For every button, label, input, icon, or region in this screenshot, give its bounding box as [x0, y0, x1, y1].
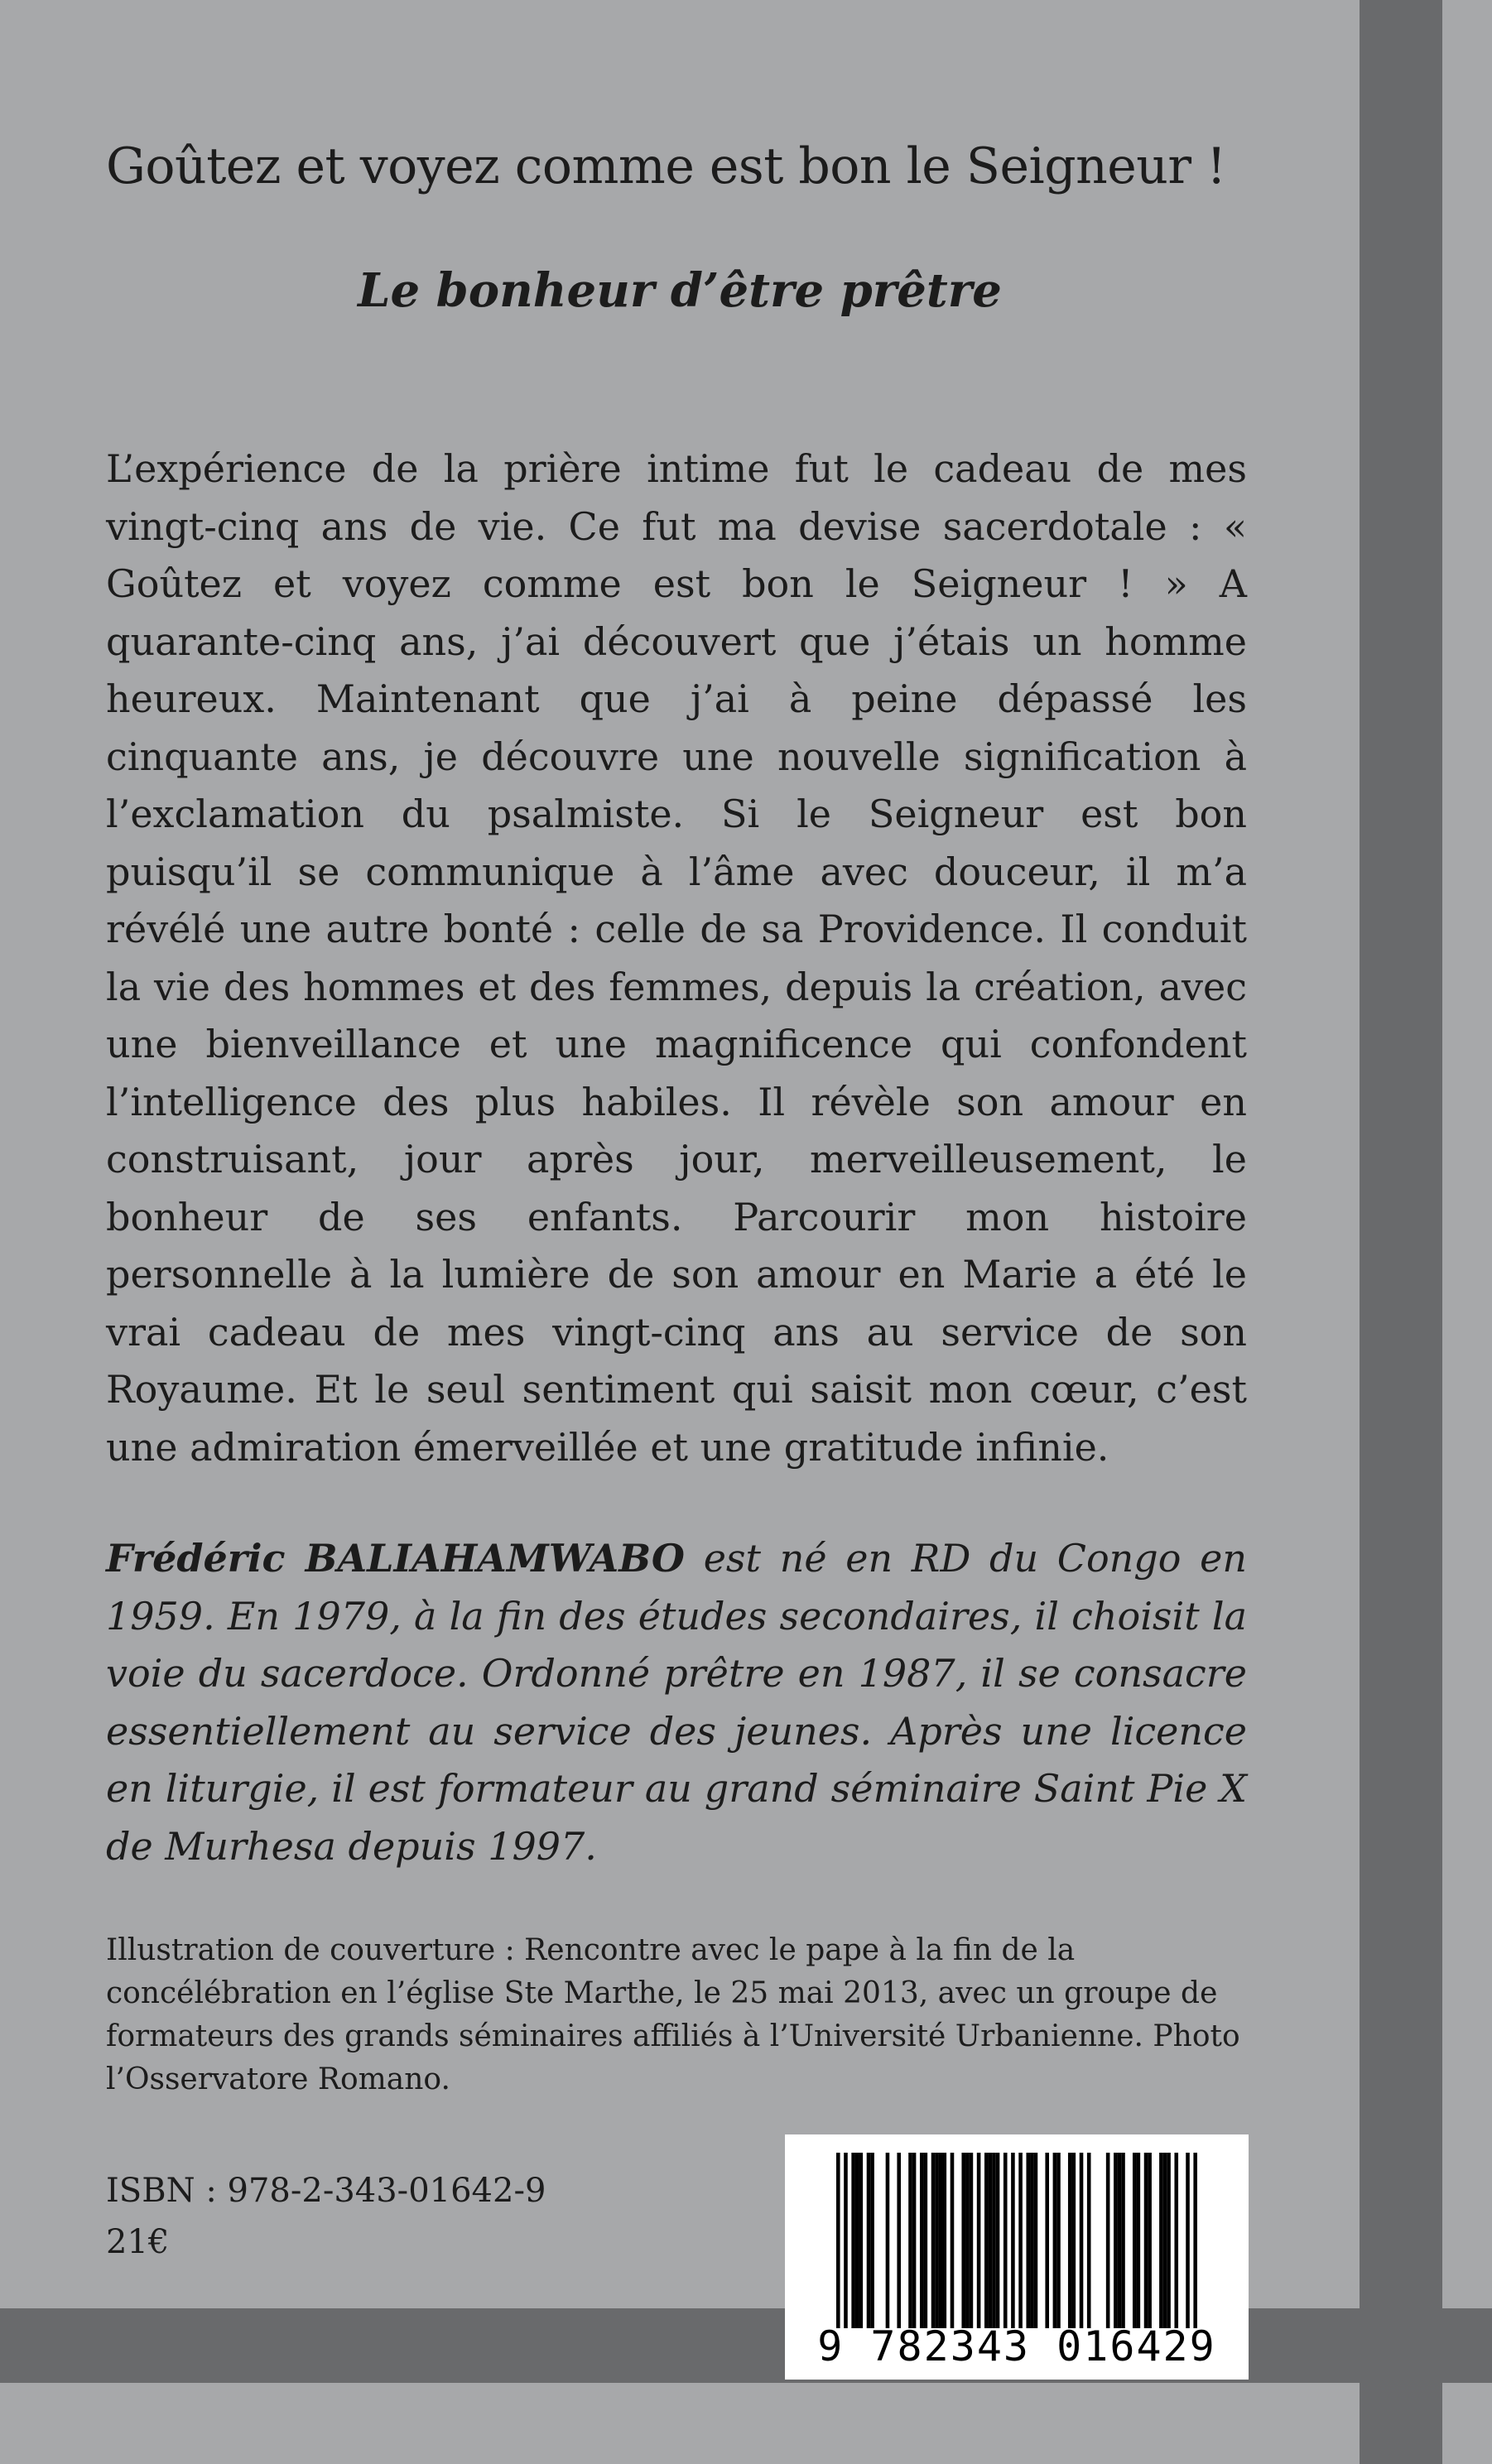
- illustration-credit: Illustration de couverture : Rencontre avec le pape à la fin de la concélébration en l’église Ste Marthe, le 25 mai 2013, avec un groupe de formateurs des grands séminaires affiliés à l’Université Urbanienne. Photo l’Osservatore Romano.: [106, 1933, 1240, 2096]
- barcode-bar: [1034, 2153, 1038, 2328]
- barcode-bar: [1106, 2153, 1110, 2328]
- barcode-bar: [951, 2153, 955, 2328]
- barcode-bar: [844, 2153, 848, 2328]
- barcode-digits: 9 782343 016429: [817, 2322, 1216, 2370]
- barcode-bar: [1030, 2153, 1034, 2328]
- author-biography: [106, 1530, 1247, 1875]
- barcode-bar: [1186, 2153, 1190, 2328]
- barcode-bars-icon: [836, 2153, 1197, 2328]
- vertical-spine-band: [1360, 0, 1442, 2464]
- barcode-bar: [1045, 2153, 1049, 2328]
- horizontal-bottom-band: [0, 2308, 1492, 2383]
- barcode-bar: [912, 2153, 917, 2328]
- barcode-bar: [1118, 2153, 1122, 2328]
- barcode-bar: [943, 2153, 947, 2328]
- barcode-bar: [855, 2153, 859, 2328]
- barcode-bar: [1072, 2153, 1076, 2328]
- barcode-bar: [984, 2153, 989, 2328]
- barcode-bar: [939, 2153, 943, 2328]
- barcode-bar: [886, 2153, 890, 2328]
- barcode-bar: [870, 2153, 874, 2328]
- barcode-bar: [1193, 2153, 1197, 2328]
- barcode-bar: [1003, 2153, 1008, 2328]
- barcode-bar: [970, 2153, 974, 2328]
- barcode-bar: [1137, 2153, 1141, 2328]
- barcode-bar: [1114, 2153, 1118, 2328]
- barcode-bar: [1148, 2153, 1152, 2328]
- barcode-bar: [1080, 2153, 1084, 2328]
- barcode-bar: [859, 2153, 864, 2328]
- barcode-bar: [1018, 2153, 1023, 2328]
- barcode-bar: [1056, 2153, 1061, 2328]
- barcode-bar: [1053, 2153, 1057, 2328]
- barcode-bar: [924, 2153, 928, 2328]
- book-subtitle: Le bonheur d’être prêtre: [358, 263, 1002, 318]
- barcode-bar: [1011, 2153, 1015, 2328]
- barcode-bar: [961, 2153, 965, 2328]
- barcode-bar: [867, 2153, 871, 2328]
- barcode-bar: [1121, 2153, 1125, 2328]
- barcode: [785, 2134, 1249, 2380]
- barcode-bar: [920, 2153, 924, 2328]
- barcode-bar: [836, 2153, 840, 2328]
- book-title: Goûtez et voyez comme est bon le Seigneur !: [106, 137, 1226, 195]
- barcode-bar: [1167, 2153, 1171, 2328]
- barcode-bar: [935, 2153, 939, 2328]
- barcode-bar: [1174, 2153, 1178, 2328]
- barcode-bar: [1159, 2153, 1163, 2328]
- barcode-bar: [1133, 2153, 1137, 2328]
- barcode-bar: [1026, 2153, 1030, 2328]
- barcode-bar: [965, 2153, 970, 2328]
- author-bio-text: est né en RD du Congo en 1959. En 1979, à la fin des études secondaires, il choisit la voie du sacerdoce. Ordonné prêtre en 1987, il se consacre essentiellement au service des jeunes. Après une licence en liturgie, il est formateur au grand séminaire Saint Pie X de Murhesa depuis 1997.: [106, 1536, 1247, 1869]
- barcode-bar: [996, 2153, 1000, 2328]
- barcode-bar: [851, 2153, 855, 2328]
- barcode-bar: [992, 2153, 996, 2328]
- barcode-bar: [1068, 2153, 1072, 2328]
- barcode-bar: [931, 2153, 936, 2328]
- barcode-bar: [989, 2153, 993, 2328]
- back-cover-summary: L’expérience de la prière intime fut le cadeau de mes vingt-cinq ans de vie. Ce fut ma devise sacerdotale : « Goûtez et voyez comme est bon le Seigneur ! » A quarante-cinq ans, j’ai découvert que j’étais un homme heureux. Maintenant que j’ai à peine dépassé les cinquante ans, je découvre une nouvelle signification à l’exclamation du psalmiste. Si le Seigneur est bon puisqu’il se communique à l’âme avec douceur, il m’a révélé une autre bonté : celle de sa Providence. Il conduit la vie des hommes et des femmes, depuis la création, avec une bienveillance et une magnificence qui confondent l’intelligence des plus habiles. Il révèle son amour en construisant, jour après jour, merveilleusement, le bonheur de ses enfants. Parcourir mon histoire personnelle à la lumière de son amour en Marie a été le vrai cadeau de mes vingt-cinq ans au service de son Royaume. Et le seul sentiment qui saisit mon cœur, c’est une admiration émerveillée et une gratitude infinie.: [106, 446, 1247, 1470]
- isbn-label: ISBN : 978-2-343-01642-9: [106, 2172, 546, 2210]
- price-label: 21€: [106, 2223, 170, 2261]
- barcode-bar: [908, 2153, 912, 2328]
- barcode-bar: [977, 2153, 981, 2328]
- barcode-bar: [1163, 2153, 1167, 2328]
- barcode-bar: [1144, 2153, 1148, 2328]
- barcode-bar: [1087, 2153, 1091, 2328]
- author-name: Frédéric BALIAHAMWABO: [106, 1536, 685, 1581]
- barcode-bar: [897, 2153, 901, 2328]
